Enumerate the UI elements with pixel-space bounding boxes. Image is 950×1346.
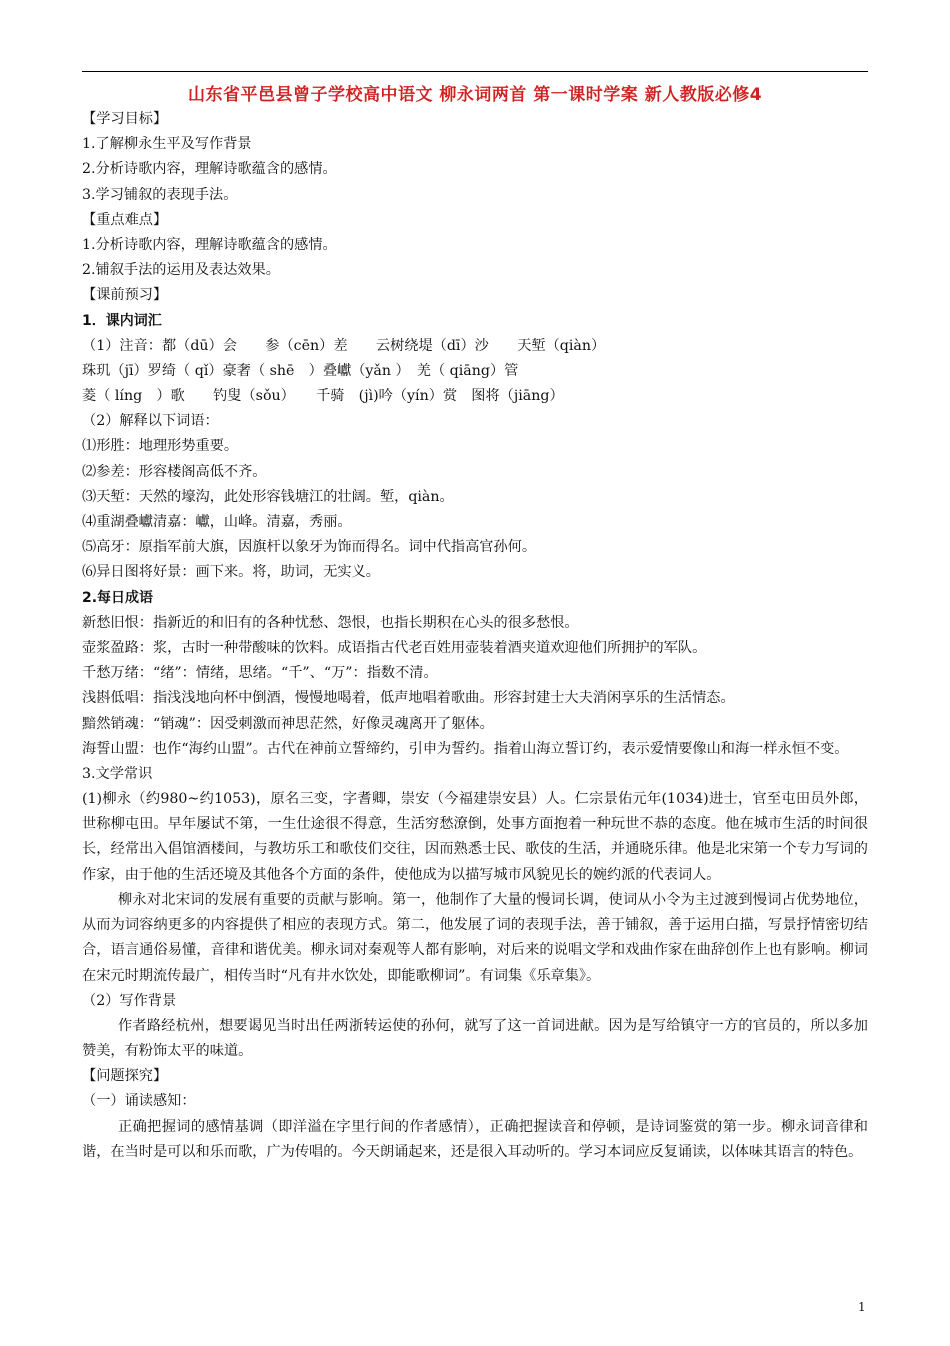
paragraph: (1)柳永（约980~约1053)，原名三变，字耆卿，崇安（今福建崇安县）人。仁宗景佑元年(1034)进士，官至屯田员外郎，世称柳屯田。早年屡试不第，一生仕途很不得意，生活穷愁潦倒，处事方面抱着一种玩世不恭的态度。他在城市生活的时间很长，经常出入倡馆酒楼间，与教坊乐工和歌伎们交往，因而熟悉士民、歌伎的生活，并通晓乐律。他是北宋第一个专力写词的作家，由于他的生活还境及其他各个方面的条件，使他成为以描写城市风貌见长的婉约派的代表词人。 xyxy=(82,791,868,883)
section-heading: 【问题探究】 xyxy=(82,1068,168,1085)
page-number: 1 xyxy=(858,1300,866,1314)
text-line: ⑶天堑：天然的壕沟，此处形容钱塘江的壮阔。堑，qiàn。 xyxy=(82,488,454,505)
document-body xyxy=(82,107,868,1165)
text-line: 2.分析诗歌内容，理解诗歌蕴含的感情。 xyxy=(82,161,337,178)
page-title: 山东省平邑县曾子学校高中语文 柳永词两首 第一课时学案 新人教版必修4 xyxy=(187,85,763,105)
text-line: 1.了解柳永生平及写作背景 xyxy=(82,136,252,153)
text-line: 新愁旧恨：指新近的和旧有的各种忧愁、怨恨，也指长期积在心头的很多愁恨。 xyxy=(82,614,579,631)
text-line: ⑷重湖叠巘清嘉：巘，山峰。清嘉，秀丽。 xyxy=(82,514,352,530)
text-line: ⑴形胜：地理形势重要。 xyxy=(82,438,239,455)
header-rule xyxy=(82,71,868,72)
text-line: ⑵参差：形容楼阁高低不齐。 xyxy=(82,463,267,480)
subsection-heading: 1．课内词汇 xyxy=(82,312,162,329)
subsection-heading: 3.文学常识 xyxy=(82,765,153,782)
text-line: 珠玑（jī）罗绮（ qǐ）豪奢（ shē ）叠巘（yǎn ） 羌（ qiāng）管 xyxy=(82,362,519,379)
text-line: 黯然销魂：“销魂”：因受刺激而神思茫然，好像灵魂离开了躯体。 xyxy=(82,715,494,732)
text-line: ⑸高牙：原指军前大旗，因旗杆以象牙为饰而得名。词中代指高官孙何。 xyxy=(82,539,537,556)
text-line: 2.铺叙手法的运用及表达效果。 xyxy=(82,262,280,279)
text-line: 1.分析诗歌内容，理解诗歌蕴含的感情。 xyxy=(82,236,337,253)
text-line: （一）诵读感知： xyxy=(82,1093,196,1110)
section-heading: 【重点难点】 xyxy=(82,211,168,228)
text-line: 菱（ líng ）歌 钓叟（sǒu） 千骑 (jì)吟（yín）赏 图将（jiāng） xyxy=(82,388,564,405)
text-line: 浅斟低唱：指浅浅地向杯中倒酒，慢慢地喝着，低声地唱着歌曲。形容封建士大夫消闲享乐的生活情态。 xyxy=(82,690,735,707)
text-line: 3.学习铺叙的表现手法。 xyxy=(82,186,238,203)
text-line: 千愁万绪：“绪”：情绪，思绪。“千”、“万”：指数不清。 xyxy=(82,665,438,682)
text-line: 壶浆盈路：浆，古时一种带酸味的饮料。成语指古代老百姓用壶装着酒夹道欢迎他们所拥护的军队。 xyxy=(82,639,707,656)
paragraph: 正确把握词的感情基调（即洋溢在字里行间的作者感情），正确把握读音和停顿，是诗词鉴赏的第一步。柳永词音律和谐，在当时是可以和乐而歌，广为传唱的。今天朗诵起来，还是很入耳动听的。学习本词应反复诵读，以体味其语言的特色。 xyxy=(82,1118,868,1160)
paragraph: 海誓山盟：也作“海约山盟”。古代在神前立誓缔约，引申为誓约。指着山海立誓订约，表示爱情要像山和海一样永恒不变。 xyxy=(82,740,849,757)
section-heading: 【学习目标】 xyxy=(82,111,168,127)
paragraph: 作者路经杭州，想要谒见当时出任两浙转运使的孙何，就写了这一首词进献。因为是写给镇守一方的官员的，所以多加赞美，有粉饰太平的味道。 xyxy=(82,1017,868,1060)
text-line: （2）解释以下词语： xyxy=(82,413,219,430)
text-line: （1）注音：都（dū）会 参（cēn）差 云树绕堤（dī）沙 天堑（qiàn） xyxy=(82,337,606,354)
subsection-heading: 2.每日成语 xyxy=(82,589,154,606)
text-line: （2）写作背景 xyxy=(82,992,177,1009)
paragraph: 柳永对北宋词的发展有重要的贡献与影响。第一，他制作了大量的慢词长调，使词从小令为主过渡到慢词占优势地位，从而为词容纳更多的内容提供了相应的表现方式。第二，他发展了词的表现手法，善于铺叙，善于运用白描，写景抒情密切结合，语言通俗易懂，音律和谐优美。柳永词对秦观等人都有影响，对后来的说唱文学和戏曲作家在曲辞创作上也有影响。柳词在宋元时期流传最广，相传当时“凡有井水饮处，即能歌柳词”。有词集《乐章集》。 xyxy=(82,891,868,984)
text-line: ⑹异日图将好景：画下来。将，助词，无实义。 xyxy=(82,564,380,581)
section-heading: 【课前预习】 xyxy=(82,287,168,304)
